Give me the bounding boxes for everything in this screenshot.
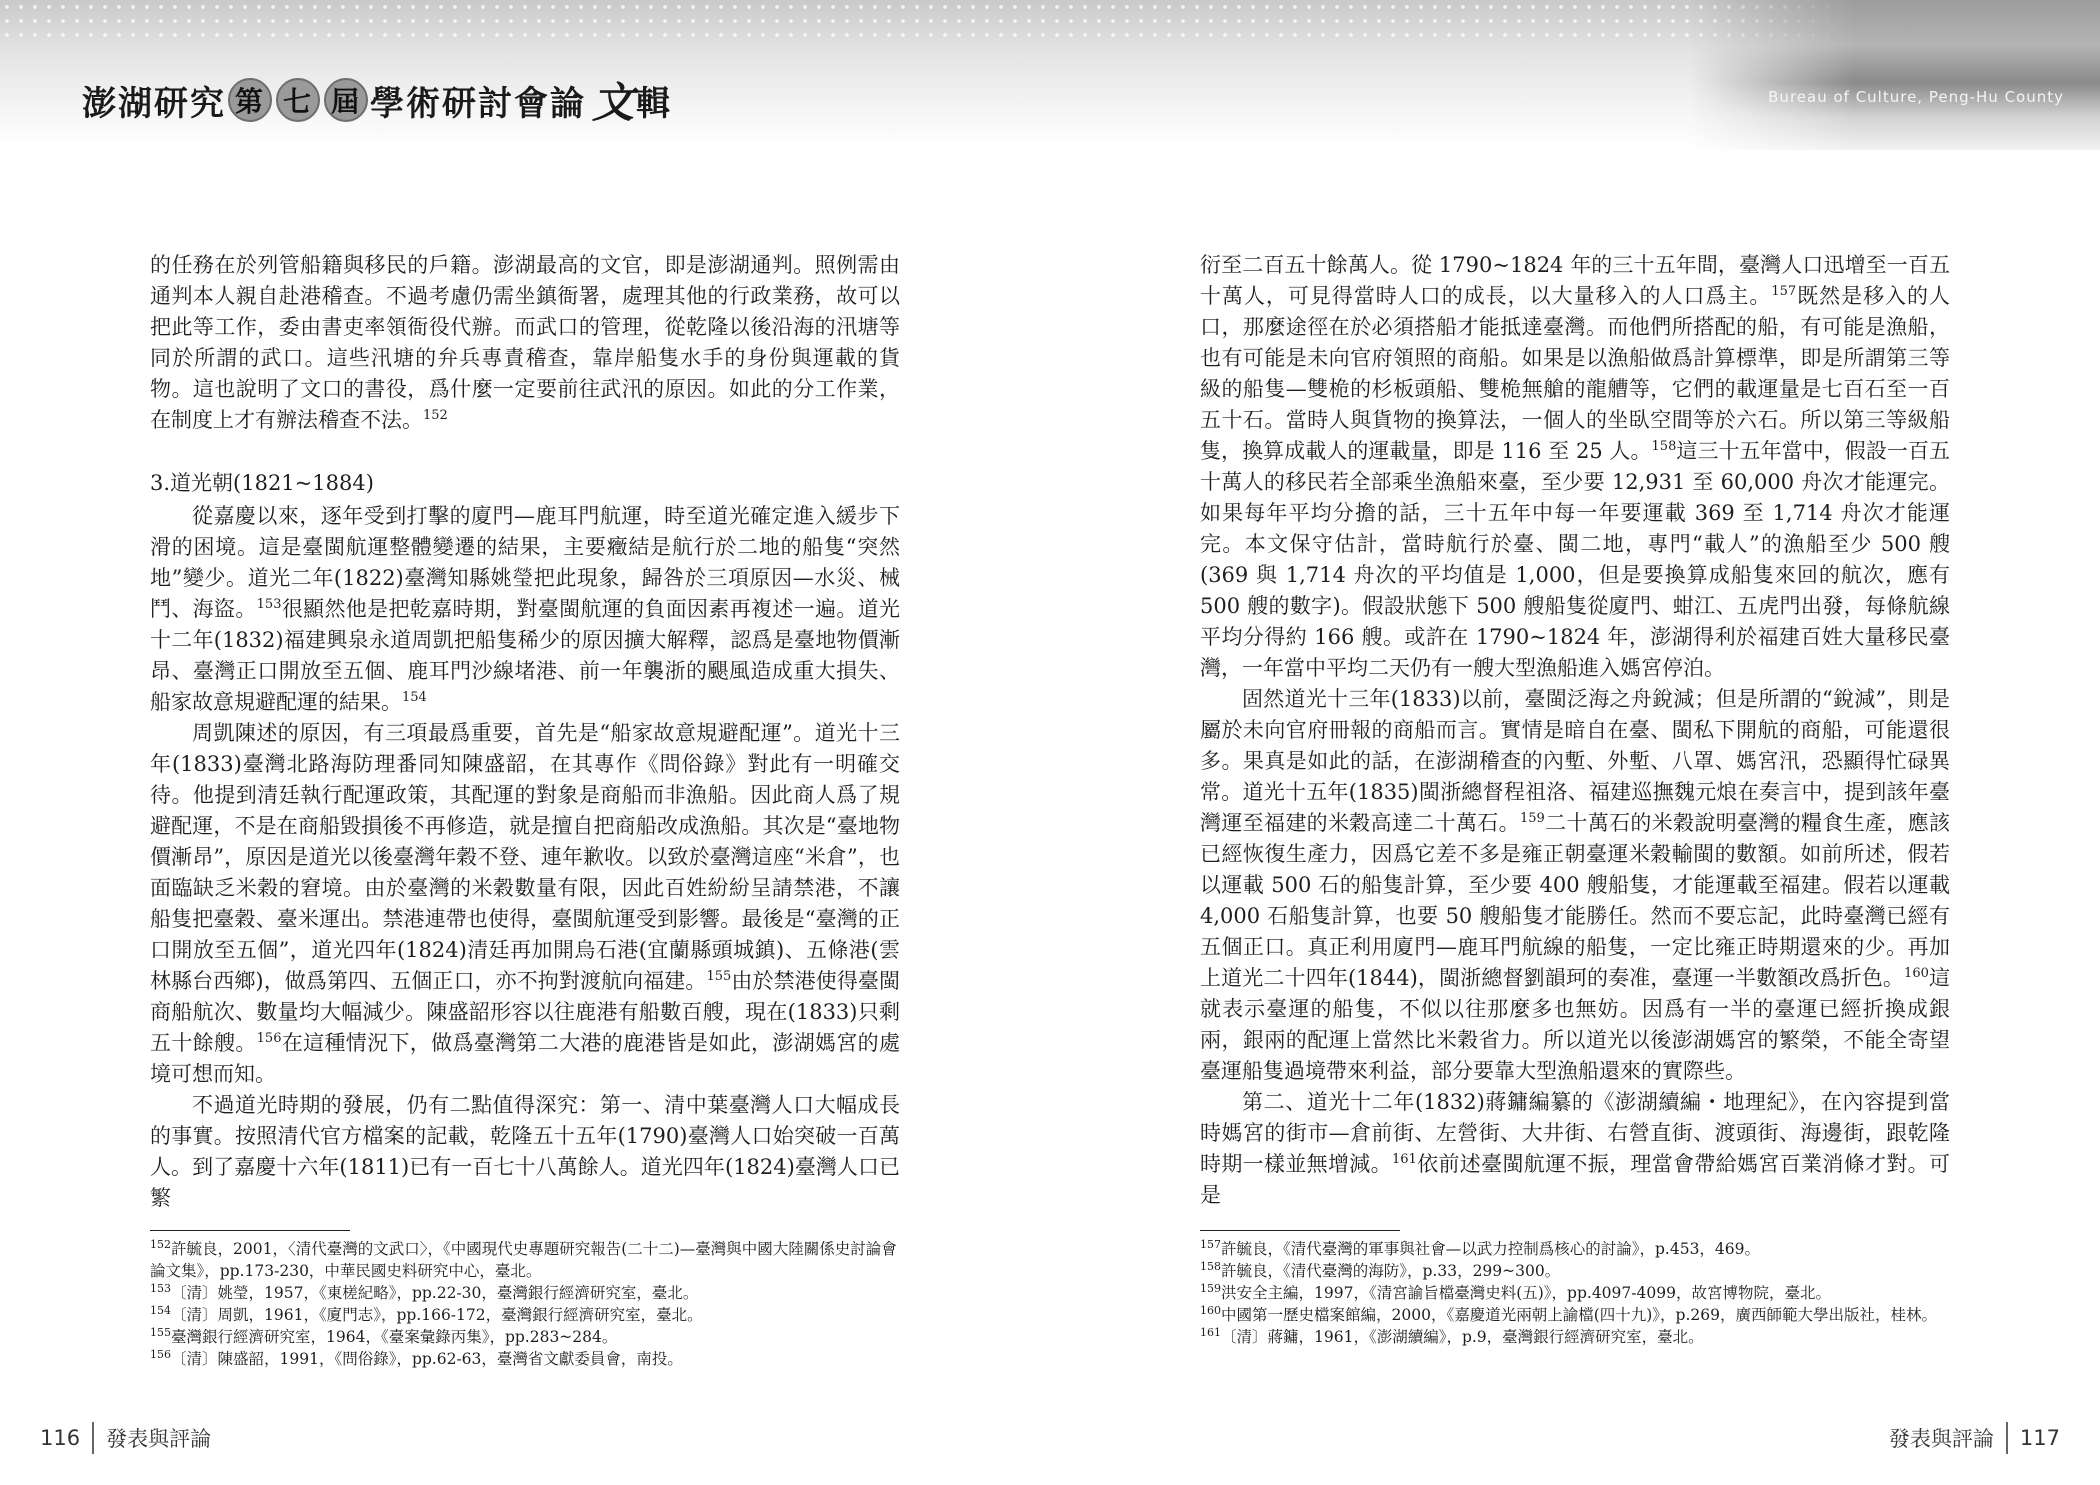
right-footnotes bbox=[1200, 1238, 1950, 1348]
footnote-ref: 160 bbox=[1904, 966, 1929, 981]
footnote: $^{160}$中國第一歷史檔案館編，2000，《嘉慶道光兩朝上諭檔(四十九)》，p.269，廣西師範大學出版社，桂林。 bbox=[1200, 1303, 1937, 1324]
paragraph: 衍至二百五十餘萬人。從 1790~1824 年的三十五年間，臺灣人口迅增至一百五十萬人，可見得當時人口的成長，以大量移入的人口爲主。$^{157}$既然是移入的人口，那麼途徑在於必須搭船才能抵達臺灣。而他們所搭配的船，有可能是漁船，也有可能是未向官府領照的商船。如果是以漁船做爲計算標準，即是所謂第三等級的船隻—雙桅的杉板頭船、雙桅無艙的龍艚等，它們的載運量是七百石至一百五十石。當時人與貨物的換算法，一個人的坐臥空間等於六石。所以第三等級船隻，換算成載人的運載量，即是 116 至 25 人。$^{158}$這三十五年當中，假設一百五十萬人的移民若全部乘坐漁船來臺，至少要 12,931 至 60,000 舟次才能運完。如果每年平均分擔的話，三十五年中每一年要運載 369 至 1,714 舟次才能運完。本文保守估計，當時航行於臺、閩二地，專門“載人”的漁船至少 500 艘(369 與 1,714 舟次的平均值是 1,000，但是要換算成船隻來回的航次，應有 500 艘的數字)。假設狀態下 500 艘船隻從廈門、蚶江、五虎門出發，每條航線平均分得約 166 艘。或許在 1790~1824 年，澎湖得利於福建百姓大量移民臺灣，一年當中平均二天仍有一艘大型漁船進入媽宮停泊。 bbox=[1200, 253, 1951, 680]
footnote: $^{158}$許毓良，《清代臺灣的海防》，p.33，299~300。 bbox=[1200, 1259, 1561, 1280]
footnote-ref: 153 bbox=[256, 597, 282, 612]
footnote: $^{159}$洪安全主編，1997，《清宮諭旨檔臺灣史料(五)》，pp.4097-4099，故宮博物院，臺北。 bbox=[1200, 1281, 1831, 1302]
right-page-footer bbox=[1889, 1422, 2060, 1454]
footnote: $^{157}$許毓良，《清代臺灣的軍事與社會—以武力控制爲核心的討論》，p.453，469。 bbox=[1200, 1237, 1761, 1258]
title-emphasis: 文 bbox=[592, 78, 637, 127]
footnote: $^{154}$〔清〕周凱，1961，《廈門志》，pp.166-172，臺灣銀行經濟研究室，臺北。 bbox=[150, 1303, 703, 1324]
title-circle-2: 七 bbox=[276, 78, 320, 122]
paragraph: 不過道光時期的發展，仍有二點值得深究：第一、清中葉臺灣人口大幅成長的事實。按照清代官方檔案的記載，乾隆五十五年(1790)臺灣人口始突破一百萬人。到了嘉慶十六年(1811)已有一百七十八萬餘人。道光四年(1824)臺灣人口已繁 bbox=[150, 1093, 900, 1210]
footer-divider bbox=[2006, 1422, 2008, 1454]
right-page-body bbox=[1200, 250, 1950, 1211]
footnote-ref: 154 bbox=[402, 690, 427, 705]
footnote-ref: 161 bbox=[1391, 1152, 1417, 1167]
title-end: 輯 bbox=[636, 83, 673, 124]
section-heading: 3.道光朝(1821~1884) bbox=[150, 471, 374, 495]
footnote: $^{161}$〔清〕蔣鏞，1961，《澎湖續編》，p.9，臺灣銀行經濟研究室，臺北。 bbox=[1200, 1325, 1704, 1346]
left-page-footer bbox=[40, 1422, 211, 1454]
footnote: $^{156}$〔清〕陳盛韶，1991，《問俗錄》，pp.62-63，臺灣省文獻委員會，南投。 bbox=[150, 1347, 683, 1368]
running-title: 發表與評論 bbox=[1888, 1427, 1994, 1451]
page-header bbox=[0, 0, 2100, 150]
title-circle-3: 屆 bbox=[324, 78, 368, 122]
header-subtitle: Bureau of Culture, Peng-Hu County bbox=[1768, 88, 2064, 106]
page-number: 116 bbox=[40, 1426, 81, 1450]
title-prefix: 澎湖研究 bbox=[82, 83, 226, 124]
title-middle: 學術研討會論 bbox=[370, 83, 586, 124]
footer-divider bbox=[92, 1422, 94, 1454]
header-landscape-photo bbox=[1690, 0, 2100, 150]
footnote-ref: 158 bbox=[1651, 439, 1677, 454]
left-footnotes bbox=[150, 1238, 900, 1370]
title-circle-1: 第 bbox=[228, 78, 272, 122]
footnote-rule bbox=[1200, 1230, 1400, 1231]
footnote-ref: 155 bbox=[706, 969, 732, 984]
footnote-ref: 159 bbox=[1519, 811, 1545, 826]
footnote: $^{152}$許毓良，2001，〈清代臺灣的文武口〉，《中國現代史專題研究報告(二十二)—臺灣與中國大陸關係史討論會論文集》，pp.173-230，中華民國史料研究中心，臺北。 bbox=[150, 1237, 897, 1280]
paragraph: 固然道光十三年(1833)以前，臺閩泛海之舟銳減；但是所謂的“銳減”，則是屬於未向官府冊報的商船而言。實情是暗自在臺、閩私下開航的商船，可能還很多。果真是如此的話，在澎湖稽查的內塹、外塹、八罩、媽宮汛，恐顯得忙碌異常。道光十五年(1835)閩浙總督程祖洛、福建巡撫魏元烺在奏言中，提到該年臺灣運至福建的米穀高達二十萬石。$^{159}$二十萬石的米穀說明臺灣的糧食生產，應該已經恢復生產力，因爲它差不多是雍正朝臺運米穀輸閩的數額。如前所述，假若以運載 500 石的船隻計算，至少要 400 艘船隻，才能運載至福建。假若以運載 4,000 石船隻計算，也要 50 艘船隻才能勝任。然而不要忘記，此時臺灣已經有五個正口。真正利用廈門—鹿耳門航線的船隻，一定比雍正時期還來的少。再加上道光二十四年(1844)，閩浙總督劉韻珂的奏准，臺運一半數額改爲折色。$^{160}$這就表示臺運的船隻，不似以往那麼多也無妨。因爲有一半的臺運已經折換成銀兩，銀兩的配運上當然比米穀省力。所以道光以後澎湖媽宮的繁榮，不能全寄望臺運船隻過境帶來利益，部分要靠大型漁船還來的實際些。 bbox=[1200, 687, 1951, 1083]
running-title: 發表與評論 bbox=[106, 1427, 212, 1451]
paragraph: 第二、道光十二年(1832)蔣鏞編纂的《澎湖續編・地理紀》，在內容提到當時媽宮的街市—倉前街、左營街、大井街、右營直街、渡頭街、海邊街，跟乾隆時期一樣並無增減。$^{161}$依前述臺閩航運不振，理當會帶給媽宮百業消條才對。可是 bbox=[1200, 1090, 1951, 1207]
page-number: 117 bbox=[2019, 1426, 2060, 1450]
paragraph: 的任務在於列管船籍與移民的戶籍。澎湖最高的文官，即是澎湖通判。照例需由通判本人親自赴港稽查。不過考慮仍需坐鎮衙署，處理其他的行政業務，故可以把此等工作，委由書吏率領衙役代辦。而武口的管理，從乾隆以後沿海的汛塘等同於所謂的武口。這些汛塘的弁兵專責稽查，靠岸船隻水手的身份與運載的貨物。這也說明了文口的書役，爲什麼一定要前往武汛的原因。如此的分工作業，在制度上才有辦法稽查不法。$^{152}$ bbox=[150, 253, 900, 432]
paragraph: 從嘉慶以來，逐年受到打擊的廈門—鹿耳門航運，時至道光確定進入緩步下滑的困境。這是臺閩航運整體變遷的結果，主要癥結是航行於二地的船隻“突然地”變少。道光二年(1822)臺灣知縣姚瑩把此現象，歸咎於三項原因—水災、械鬥、海盜。$^{153}$很顯然他是把乾嘉時期，對臺閩航運的負面因素再複述一遍。道光十二年(1832)福建興泉永道周凱把船隻稀少的原因擴大解釋，認爲是臺地物價漸昂、臺灣正口開放至五個、鹿耳門沙線堵港、前一年襲浙的颶風造成重大損失、船家故意規避配運的結果。$^{154}$ bbox=[150, 504, 901, 714]
journal-title bbox=[82, 70, 672, 130]
footnote-ref: 152 bbox=[423, 408, 448, 423]
footnote-ref: 156 bbox=[256, 1031, 282, 1046]
paragraph: 周凱陳述的原因，有三項最爲重要，首先是“船家故意規避配運”。道光十三年(1833)臺灣北路海防理番同知陳盛韶，在其專作《問俗錄》對此有一明確交待。他提到清廷執行配運政策，其配運的對象是商船而非漁船。因此商人爲了規避配運，不是在商船毀損後不再修造，就是擅自把商船改成漁船。其次是“臺地物價漸昂”，原因是道光以後臺灣年穀不登、連年歉收。以致於臺灣這座“米倉”，也面臨缺乏米穀的窘境。由於臺灣的米穀數量有限，因此百姓紛紛呈請禁港，不讓船隻把臺穀、臺米運出。禁港連帶也使得，臺閩航運受到影響。最後是“臺灣的正口開放至五個”，道光四年(1824)清廷再加開烏石港(宜蘭縣頭城鎮)、五條港(雲林縣台西鄉)，做爲第四、五個正口，亦不拘對渡航向福建。$^{155}$由於禁港使得臺閩商船航次、數量均大幅減少。陳盛韶形容以往鹿港有船數百艘，現在(1833)只剩五十餘艘。$^{156}$在這種情況下，做爲臺灣第二大港的鹿港皆是如此，澎湖媽宮的處境可想而知。 bbox=[150, 721, 901, 1086]
footnote-ref: 157 bbox=[1771, 284, 1797, 299]
left-page-body bbox=[150, 250, 900, 1214]
footnote: $^{153}$〔清〕姚瑩，1957，《東槎紀略》，pp.22-30，臺灣銀行經濟研究室，臺北。 bbox=[150, 1281, 699, 1302]
footnote: $^{155}$臺灣銀行經濟研究室，1964，《臺案彙錄丙集》，pp.283~284。 bbox=[150, 1325, 618, 1346]
footnote-rule bbox=[150, 1230, 350, 1231]
